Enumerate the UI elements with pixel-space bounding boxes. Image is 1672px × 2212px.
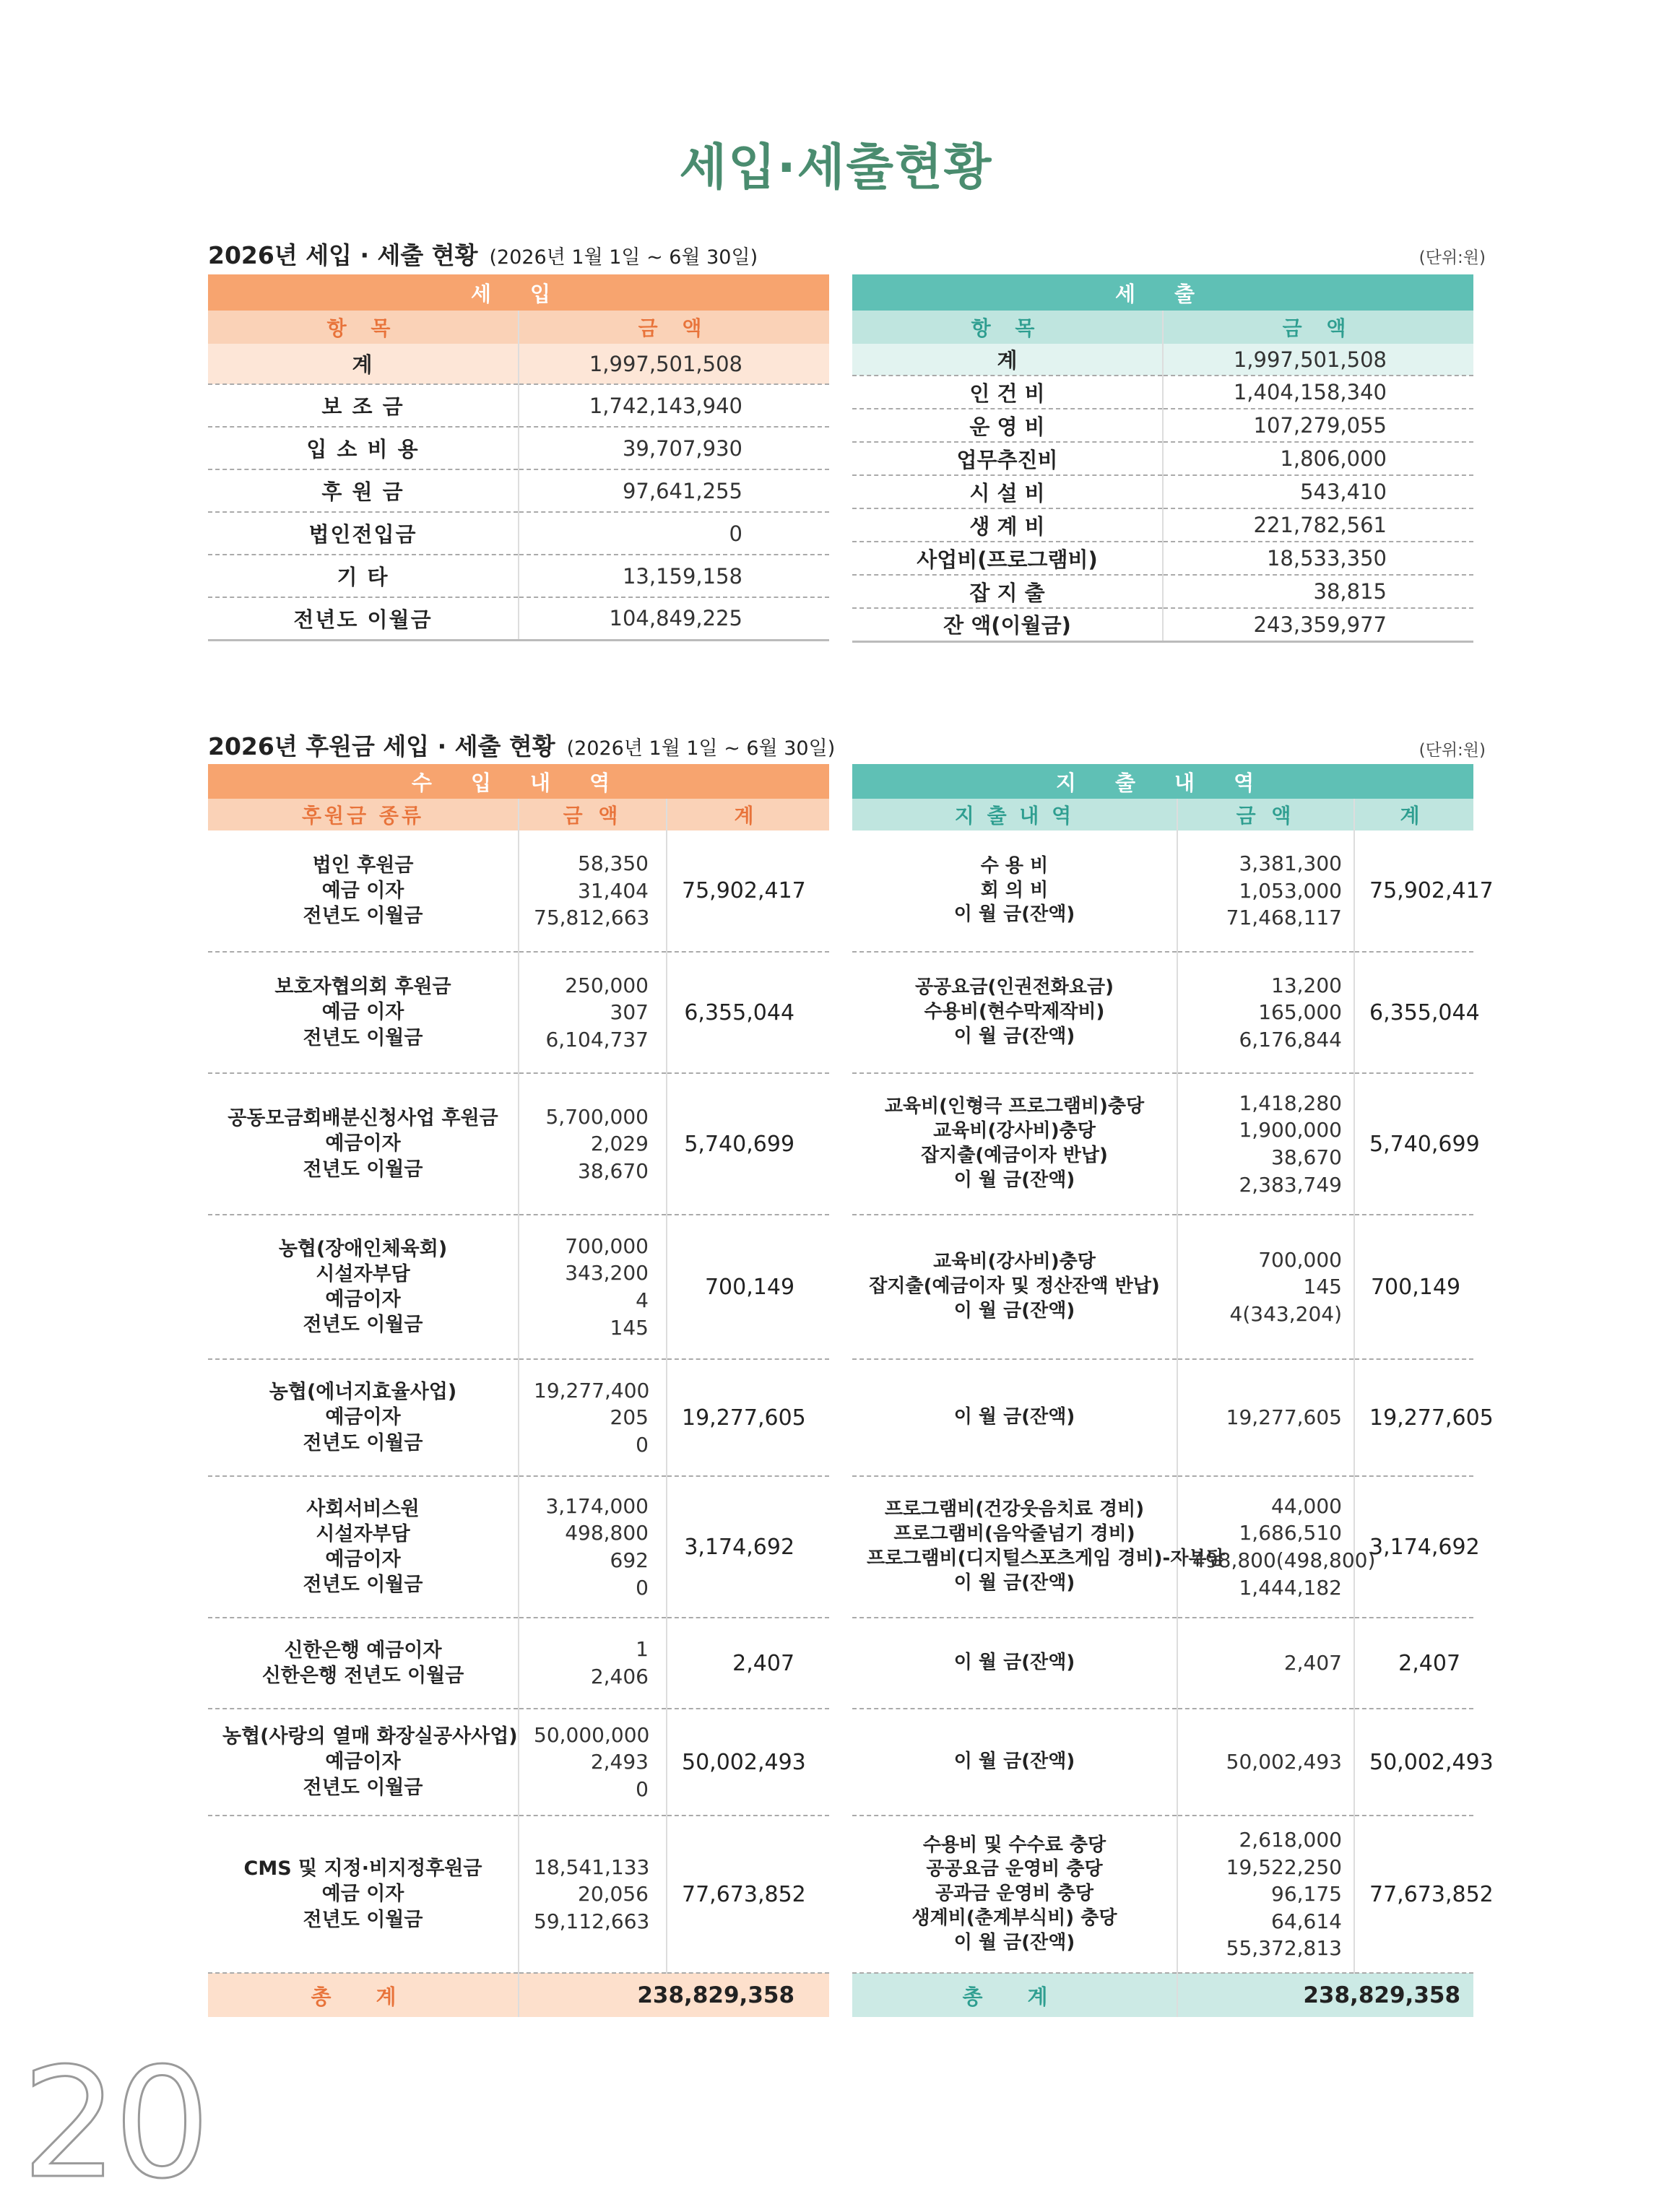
donation-source-names: 농협(사랑의 열매 화장실공사사업) 예금이자 전년도 이월금 [208,1709,519,1816]
grand-total-label: 총 계 [208,1973,519,2017]
page-number: 20 [22,2035,207,2212]
donation-source-amounts: 18,541,133 20,056 59,112,663 [519,1816,667,1973]
donation-income-total: 77,673,852 [667,1816,829,1973]
donation-income-header: 수 입 내 역 [208,764,829,799]
expense-item-names: 이 월 금(잔액) [852,1709,1177,1816]
donation-income-row [208,1359,829,1476]
donation-expense-total: 50,002,493 [1354,1709,1473,1816]
expense-item: 업무추진비 [852,442,1163,475]
expense-header: 세 출 [852,274,1473,311]
income-amount: 1,997,501,508 [519,344,829,384]
income-item: 전년도 이월금 [208,597,519,640]
donation-expense-row [852,1215,1473,1359]
expense-item-amounts: 700,000 145 4(343,204) [1177,1215,1354,1359]
income-item: 법인전입금 [208,512,519,555]
expense-item-names: 교육비(강사비)충당 잡지출(예금이자 및 정산잔액 반납) 이 월 금(잔액) [852,1215,1177,1359]
expense-item: 잡 지 출 [852,575,1163,608]
income-summary-table [208,274,829,641]
income-item: 보 조 금 [208,384,519,427]
donation-income-total: 5,740,699 [667,1073,829,1215]
expense-amount: 38,815 [1163,575,1473,608]
income-col-item: 항 목 [208,311,519,344]
donation-source-names: 사회서비스원 시설자부담 예금이자 전년도 이월금 [208,1476,519,1618]
donation-expense-row [852,1476,1473,1618]
expense-item-amounts: 2,618,000 19,522,250 96,175 64,614 55,372,813 [1177,1816,1354,1973]
income-amount: 104,849,225 [519,597,829,640]
expense-item: 계 [852,344,1163,376]
donation-source-amounts: 5,700,000 2,029 38,670 [519,1073,667,1215]
income-amount: 1,742,143,940 [519,384,829,427]
donation-income-total: 50,002,493 [667,1709,829,1816]
expense-summary-table [852,274,1473,643]
donation-expense-total: 700,149 [1354,1215,1473,1359]
donation-expense-grand-total-row [852,1973,1473,2017]
expense-item-names: 수 용 비 회 의 비 이 월 금(잔액) [852,830,1177,952]
donation-income-total: 2,407 [667,1618,829,1709]
expense-item: 시 설 비 [852,475,1163,508]
expense-amount: 1,404,158,340 [1163,376,1473,409]
donation-expense-total: 3,174,692 [1354,1476,1473,1618]
donation-source-names: CMS 및 지정·비지정후원금 예금 이자 전년도 이월금 [208,1816,519,1973]
donation-income-total: 19,277,605 [667,1359,829,1476]
donation-expense-row [852,952,1473,1073]
section2-unit: (단위:원) [1418,741,1486,760]
expense-item-amounts: 3,381,300 1,053,000 71,468,117 [1177,830,1354,952]
donation-income-total: 700,149 [667,1215,829,1359]
donation-income-row [208,1816,829,1973]
expense-amount: 107,279,055 [1163,409,1473,442]
expense-item-names: 수용비 및 수수료 충당 공공요금 운영비 충당 공과금 운영비 충당 생계비(춘계부식비) 충당 이 월 금(잔액) [852,1816,1177,1973]
donation-income-row [208,830,829,952]
donation-expense-row [852,1073,1473,1215]
donation-source-names: 법인 후원금 예금 이자 전년도 이월금 [208,830,519,952]
donation-income-row [208,1073,829,1215]
expense-item: 인 건 비 [852,376,1163,409]
donation-expense-row [852,1816,1473,1973]
section1-title [208,237,758,271]
income-item: 입 소 비 용 [208,427,519,469]
donation-expense-total: 5,740,699 [1354,1073,1473,1215]
income-amount: 13,159,158 [519,555,829,597]
expense-item-names: 이 월 금(잔액) [852,1359,1177,1476]
section1-unit: (단위:원) [1418,248,1486,267]
donation-income-row [208,952,829,1073]
donation-expense-header: 지 출 내 역 [852,764,1473,799]
donation-source-amounts: 50,000,000 2,493 0 [519,1709,667,1816]
expense-amount: 221,782,561 [1163,508,1473,542]
page-title: 세입·세출현황 [679,139,993,196]
expense-amount: 243,359,977 [1163,608,1473,641]
expense-item-amounts: 50,002,493 [1177,1709,1354,1816]
donation-expense-col-total: 계 [1354,799,1473,830]
expense-col-amount: 금 액 [1163,311,1473,344]
expense-item-names: 이 월 금(잔액) [852,1618,1177,1709]
donation-source-names: 신한은행 예금이자 신한은행 전년도 이월금 [208,1618,519,1709]
donation-source-amounts: 700,000 343,200 4 145 [519,1215,667,1359]
income-item: 후 원 금 [208,469,519,512]
donation-income-grand-total-row [208,1973,829,2017]
donation-expense-total: 19,277,605 [1354,1359,1473,1476]
expense-amount: 18,533,350 [1163,542,1473,575]
expense-item-names: 공공요금(인권전화요금) 수용비(현수막제작비) 이 월 금(잔액) [852,952,1177,1073]
expense-item-amounts: 1,418,280 1,900,000 38,670 2,383,749 [1177,1073,1354,1215]
donation-income-row [208,1476,829,1618]
expense-item-names: 프로그램비(건강웃음치료 경비) 프로그램비(음악줄넘기 경비) 프로그램비(디지털스포츠게임 경비)-자부담 이 월 금(잔액) [852,1476,1177,1618]
donation-expense-total: 75,902,417 [1354,830,1473,952]
expense-item: 사업비(프로그램비) [852,542,1163,575]
donation-expense-total: 6,355,044 [1354,952,1473,1073]
donation-income-total: 6,355,044 [667,952,829,1073]
income-amount: 39,707,930 [519,427,829,469]
expense-item: 운 영 비 [852,409,1163,442]
section1-period: (2026년 1월 1일 ~ 6월 30일) [489,246,758,269]
donation-expense-row [852,1359,1473,1476]
donation-income-col-amount: 금 액 [519,799,667,830]
donation-income-row [208,1709,829,1816]
expense-amount: 543,410 [1163,475,1473,508]
donation-income-total: 3,174,692 [667,1476,829,1618]
donation-source-amounts: 250,000 307 6,104,737 [519,952,667,1073]
donation-income-grand-total: 238,829,358 [519,1973,829,2017]
income-amount: 97,641,255 [519,469,829,512]
expense-col-item: 항 목 [852,311,1163,344]
expense-item: 잔 액(이월금) [852,608,1163,641]
donation-income-row [208,1215,829,1359]
donation-source-names: 농협(장애인체육회) 시설자부담 예금이자 전년도 이월금 [208,1215,519,1359]
income-amount: 0 [519,512,829,555]
donation-expense-total: 2,407 [1354,1618,1473,1709]
donation-expense-col-amount: 금 액 [1177,799,1354,830]
expense-item-amounts: 44,000 1,686,510 498,800(498,800) 1,444,182 [1177,1476,1354,1618]
donation-source-names: 농협(에너지효율사업) 예금이자 전년도 이월금 [208,1359,519,1476]
section1-title-text: 2026년 세입 · 세출 현황 [208,241,478,269]
donation-income-table [208,764,829,2017]
donation-income-col-total: 계 [667,799,829,830]
income-col-amount: 금 액 [519,311,829,344]
donation-source-names: 보호자협의회 후원금 예금 이자 전년도 이월금 [208,952,519,1073]
donation-expense-row [852,1709,1473,1816]
donation-source-amounts: 19,277,400 205 0 [519,1359,667,1476]
donation-source-names: 공동모금회배분신청사업 후원금 예금이자 전년도 이월금 [208,1073,519,1215]
donation-expense-total: 77,673,852 [1354,1816,1473,1973]
expense-item-amounts: 19,277,605 [1177,1359,1354,1476]
section2-period: (2026년 1월 1일 ~ 6월 30일) [566,737,836,760]
income-item: 기 타 [208,555,519,597]
donation-income-total: 75,902,417 [667,830,829,952]
donation-income-row [208,1618,829,1709]
income-item: 계 [208,344,519,384]
expense-item: 생 계 비 [852,508,1163,542]
expense-item-names: 교육비(인형극 프로그램비)충당 교육비(강사비)충당 잡지출(예금이자 반납) 이 월 금(잔액) [852,1073,1177,1215]
donation-expense-grand-total: 238,829,358 [1177,1973,1473,2017]
grand-total-label: 총 계 [852,1973,1177,2017]
expense-item-amounts: 13,200 165,000 6,176,844 [1177,952,1354,1073]
section2-title [208,728,835,762]
expense-amount: 1,997,501,508 [1163,344,1473,376]
expense-item-amounts: 2,407 [1177,1618,1354,1709]
donation-source-amounts: 1 2,406 [519,1618,667,1709]
donation-income-col-kind: 후원금 종류 [208,799,519,830]
donation-source-amounts: 3,174,000 498,800 692 0 [519,1476,667,1618]
donation-expense-col-kind: 지 출 내 역 [852,799,1177,830]
donation-expense-table [852,764,1494,2017]
donation-expense-row [852,1618,1473,1709]
donation-expense-row [852,830,1473,952]
income-header: 세 입 [208,274,829,311]
section2-title-text: 2026년 후원금 세입 · 세출 현황 [208,732,555,760]
donation-source-amounts: 58,350 31,404 75,812,663 [519,830,667,952]
expense-amount: 1,806,000 [1163,442,1473,475]
